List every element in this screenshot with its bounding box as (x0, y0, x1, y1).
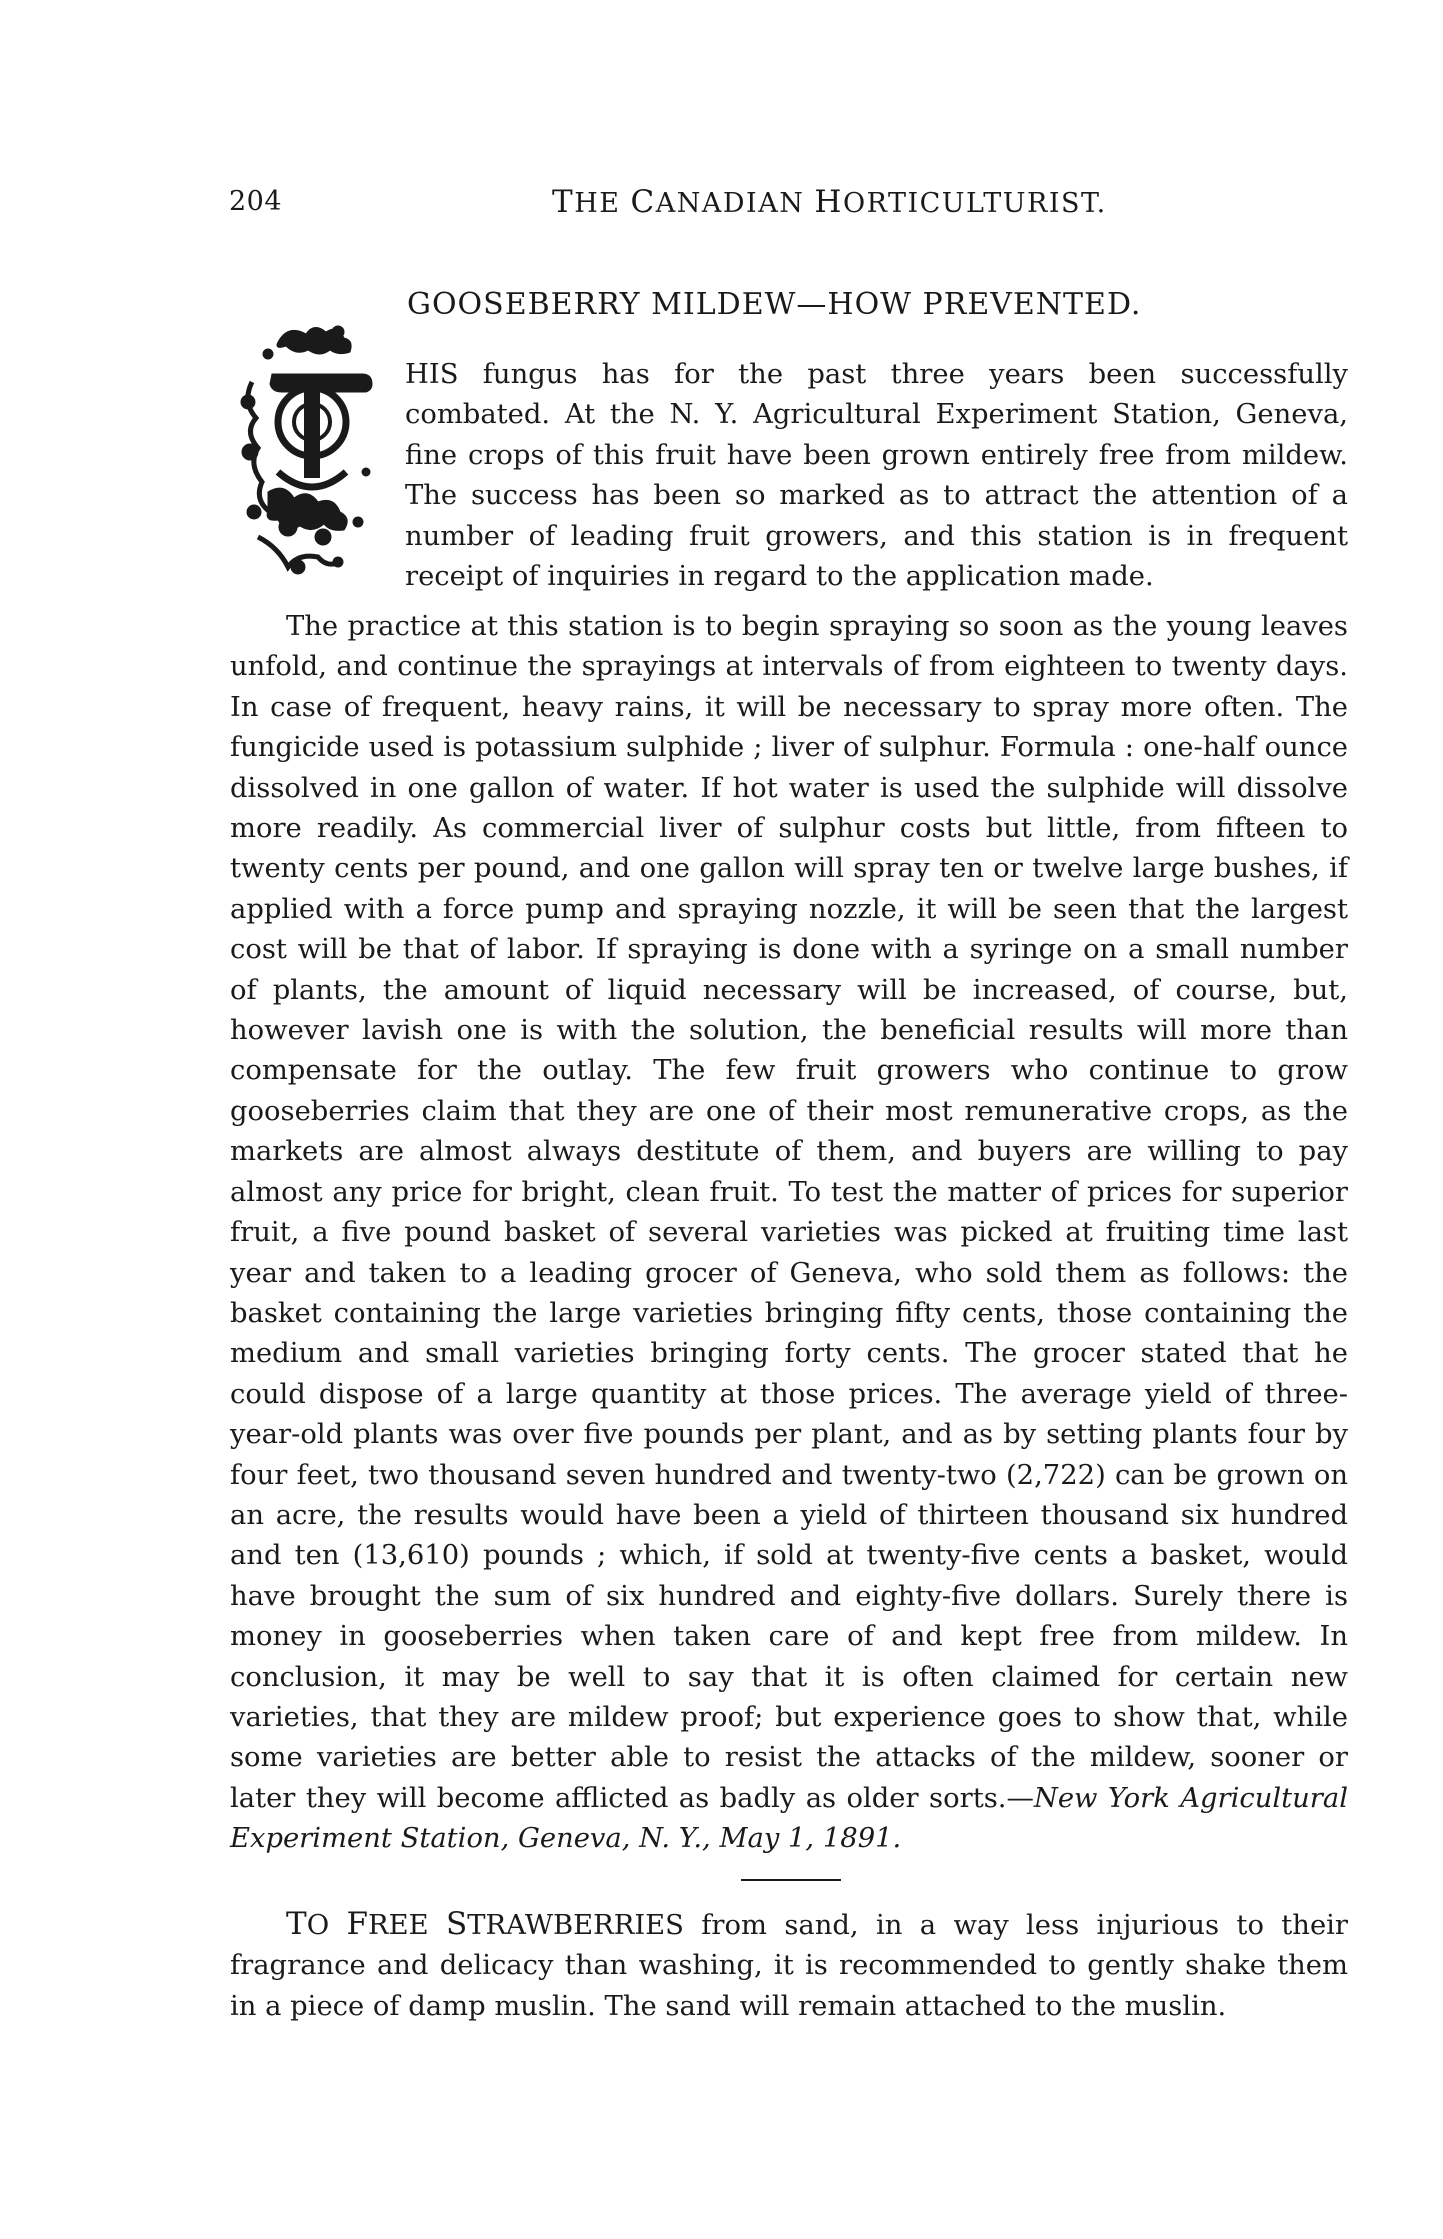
running-head-part-3: ORTICULTURIST. (842, 188, 1107, 219)
running-head-initial-h: H (814, 184, 843, 220)
running-head-part-1: HE (574, 188, 631, 219)
note-lead-initial-s: S (446, 1906, 468, 1942)
article-title: GOOSEBERRY MILDEW—HOW PREVENTED. (407, 287, 1142, 322)
paragraph-1-text: HIS fungus has for the past three years been successfully combated. At the N. Y. Agricultural Experiment Station, Geneva, fine crops of this fruit have been grown entirely free from mildew. The success has been so marked as to attract the attention of a number of leading fruit growers, and this station is in frequent receipt of inquiries in regard to the application made. (405, 359, 1348, 593)
running-head-initial-c: C (630, 184, 656, 220)
note-lead-part-1: O (306, 1910, 347, 1941)
dropcap-letter: T (238, 307, 249, 326)
page-number: 204 (229, 186, 283, 217)
paragraph-2-text: The practice at this station is to begin spraying so soon as the young leaves unfold, and continue the sprayings at intervals of from eighteen to twenty days. In case of frequent, heavy rains, it will be necessary to spray more often. The fungicide used is potassium sulphide ; liver of sulphur. Formula : one-half ounce dissolved in one gallon of water. If hot water is used the sulphide will dissolve more readily. As commercial liver of sulphur costs but little, from fifteen to twenty cents per pound, and one gallon will spray ten or twelve large bushes, if applied with a force pump and spraying nozzle, it will be seen that the largest cost will be that of labor. If spraying is done with a syringe on a small number of plants, the amount of liquid necessary will be increased, of course, but, however lavish one is with the solution, the beneficial results will more than compensate for the outlay. The few fruit growers who continue to grow gooseberries claim that they are one of their most remunerative crops, as the markets are almost always destitute of them, and buyers are willing to pay almost any price for bright, clean fruit. To test the matter of prices for superior fruit, a five pound basket of several varieties was picked at fruiting time last year and taken to a leading grocer of Geneva, who sold them as follows: the basket containing the large varieties bringing fifty cents, those containing the medium and small varieties bringing forty cents. The grocer stated that he could dispose of a large quantity at those prices. The average yield of three-year-old plants was over five pounds per plant, and as by setting plants four by four feet, two thousand seven hundred and twenty-two (2,722) can be grown on an acre, the results would have been a yield of thirteen thousand six hundred and ten (13,610) pounds ; which, if sold at twenty-five cents a basket, would have brought the sum of six hundred and eighty-five dollars. Surely there is money in gooseberries when taken care of and kept free from mildew. In conclusion, it may be well to say that it is often claimed for certain new varieties, that they are mildew proof; but experience goes to show that, while some varieties are better able to resist the attacks of the mildew, sooner or later they will become afflicted as badly as older sorts.— (230, 611, 1348, 1814)
note-paragraph (230, 1904, 1348, 2027)
article-paragraph-2 (230, 607, 1348, 1860)
running-head (552, 184, 1107, 220)
note-lead-part-3: TRAWBERRIES (467, 1910, 684, 1941)
running-head-initial-t: T (552, 184, 575, 220)
article-paragraph-1 (230, 355, 1348, 597)
running-head-part-2: ANADIAN (655, 188, 815, 219)
note-lead-initial-f: F (346, 1906, 369, 1942)
note-lead-part-2: REE (368, 1910, 447, 1941)
note-lead-initial-t: T (286, 1906, 307, 1942)
note-text: from sand, in a way less injurious to their fragrance and delicacy than washing, it is recommended to gently shake them in a piece of damp muslin. The sand will remain attached to the muslin. (230, 1910, 1349, 2022)
article-citation: New York Agricultural Experiment Station, Geneva, N. Y., May 1, 1891. (230, 1782, 1348, 1855)
section-divider (741, 1879, 841, 1881)
